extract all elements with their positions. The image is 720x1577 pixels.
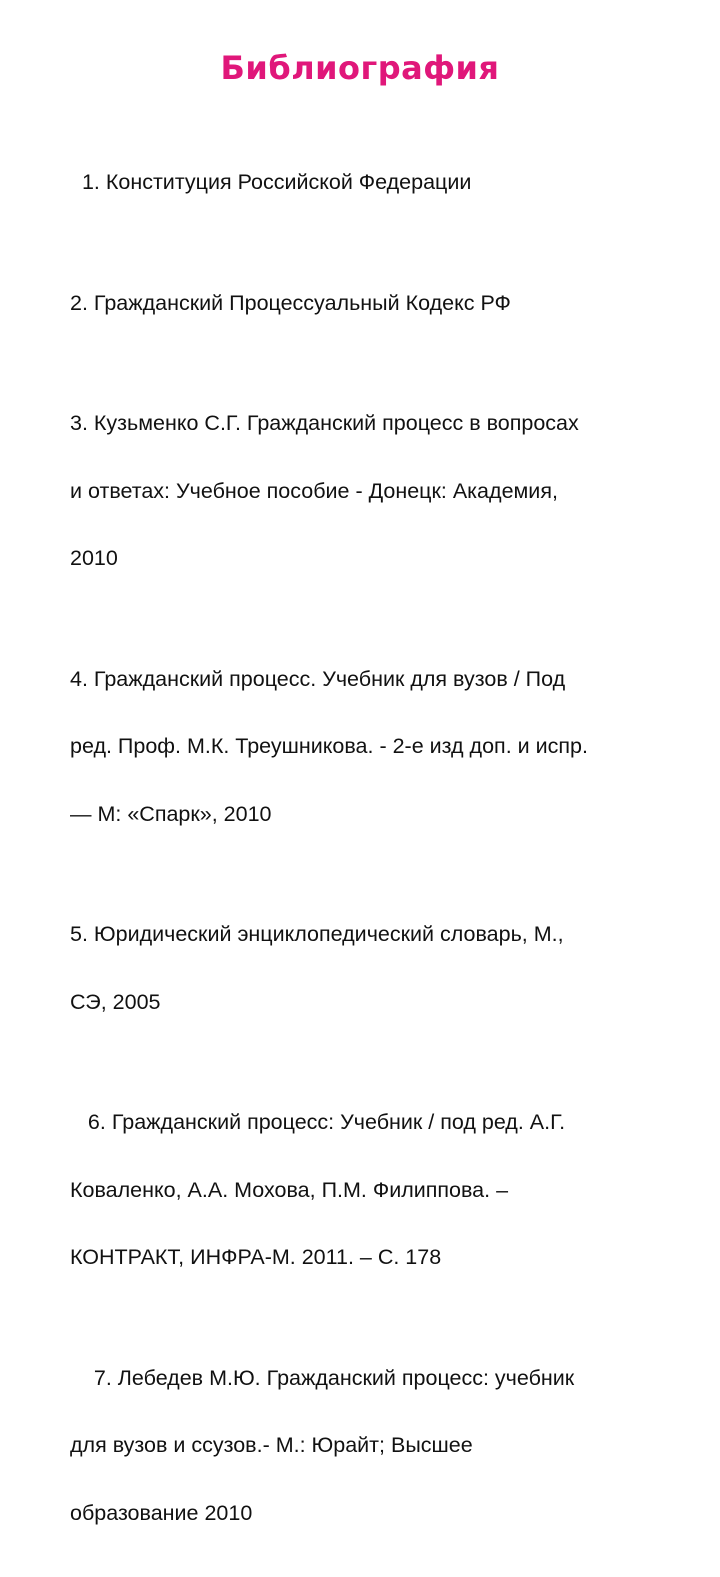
bibliography-line: 2010: [70, 546, 118, 570]
bibliography-item-5: [70, 878, 680, 1058]
slide-title: Библиография: [220, 49, 500, 87]
bibliography-line: СЭ, 2005: [70, 989, 161, 1014]
bibliography-item-1: [70, 126, 680, 239]
bibliography-line: 7. Лебедев М.Ю. Гражданский процесс: учебник: [70, 1365, 575, 1390]
bibliography-line: 2. Гражданский Процессуальный Кодекс РФ: [70, 290, 511, 315]
bibliography-item-4: [70, 623, 680, 871]
bibliography-item-6: [70, 1066, 680, 1314]
bibliography-line: Коваленко, А.А. Мохова, П.М. Филиппова. –: [70, 1177, 509, 1202]
bibliography-item-2: [70, 247, 680, 360]
bibliography-line: 1. Конституция Российской Федерации: [70, 170, 472, 194]
bibliography-line: — М: «Спарк», 2010: [70, 801, 272, 826]
bibliography-line: КОНТРАКТ, ИНФРА-М. 2011. – С. 178: [70, 1245, 442, 1269]
bibliography-line: и ответах: Учебное пособие - Донецк: Академия,: [70, 478, 558, 503]
bibliography-list: [70, 126, 680, 1577]
bibliography-item-7: [70, 1322, 680, 1570]
bibliography-line: 5. Юридический энциклопедический словарь, М.,: [70, 922, 564, 946]
bibliography-line: 6. Гражданский процесс: Учебник / под ред. А.Г.: [70, 1110, 566, 1134]
bibliography-item-3: [70, 367, 680, 615]
bibliography-line: для вузов и ссузов.- М.: Юрайт; Высшее: [70, 1433, 473, 1457]
bibliography-line: 3. Кузьменко С.Г. Гражданский процесс в вопросах: [70, 411, 579, 435]
bibliography-line: 4. Гражданский процесс. Учебник для вузов / Под: [70, 666, 566, 691]
bibliography-line: образование 2010: [70, 1500, 253, 1525]
bibliography-line: ред. Проф. М.К. Треушникова. - 2-е изд доп. и испр.: [70, 734, 588, 758]
